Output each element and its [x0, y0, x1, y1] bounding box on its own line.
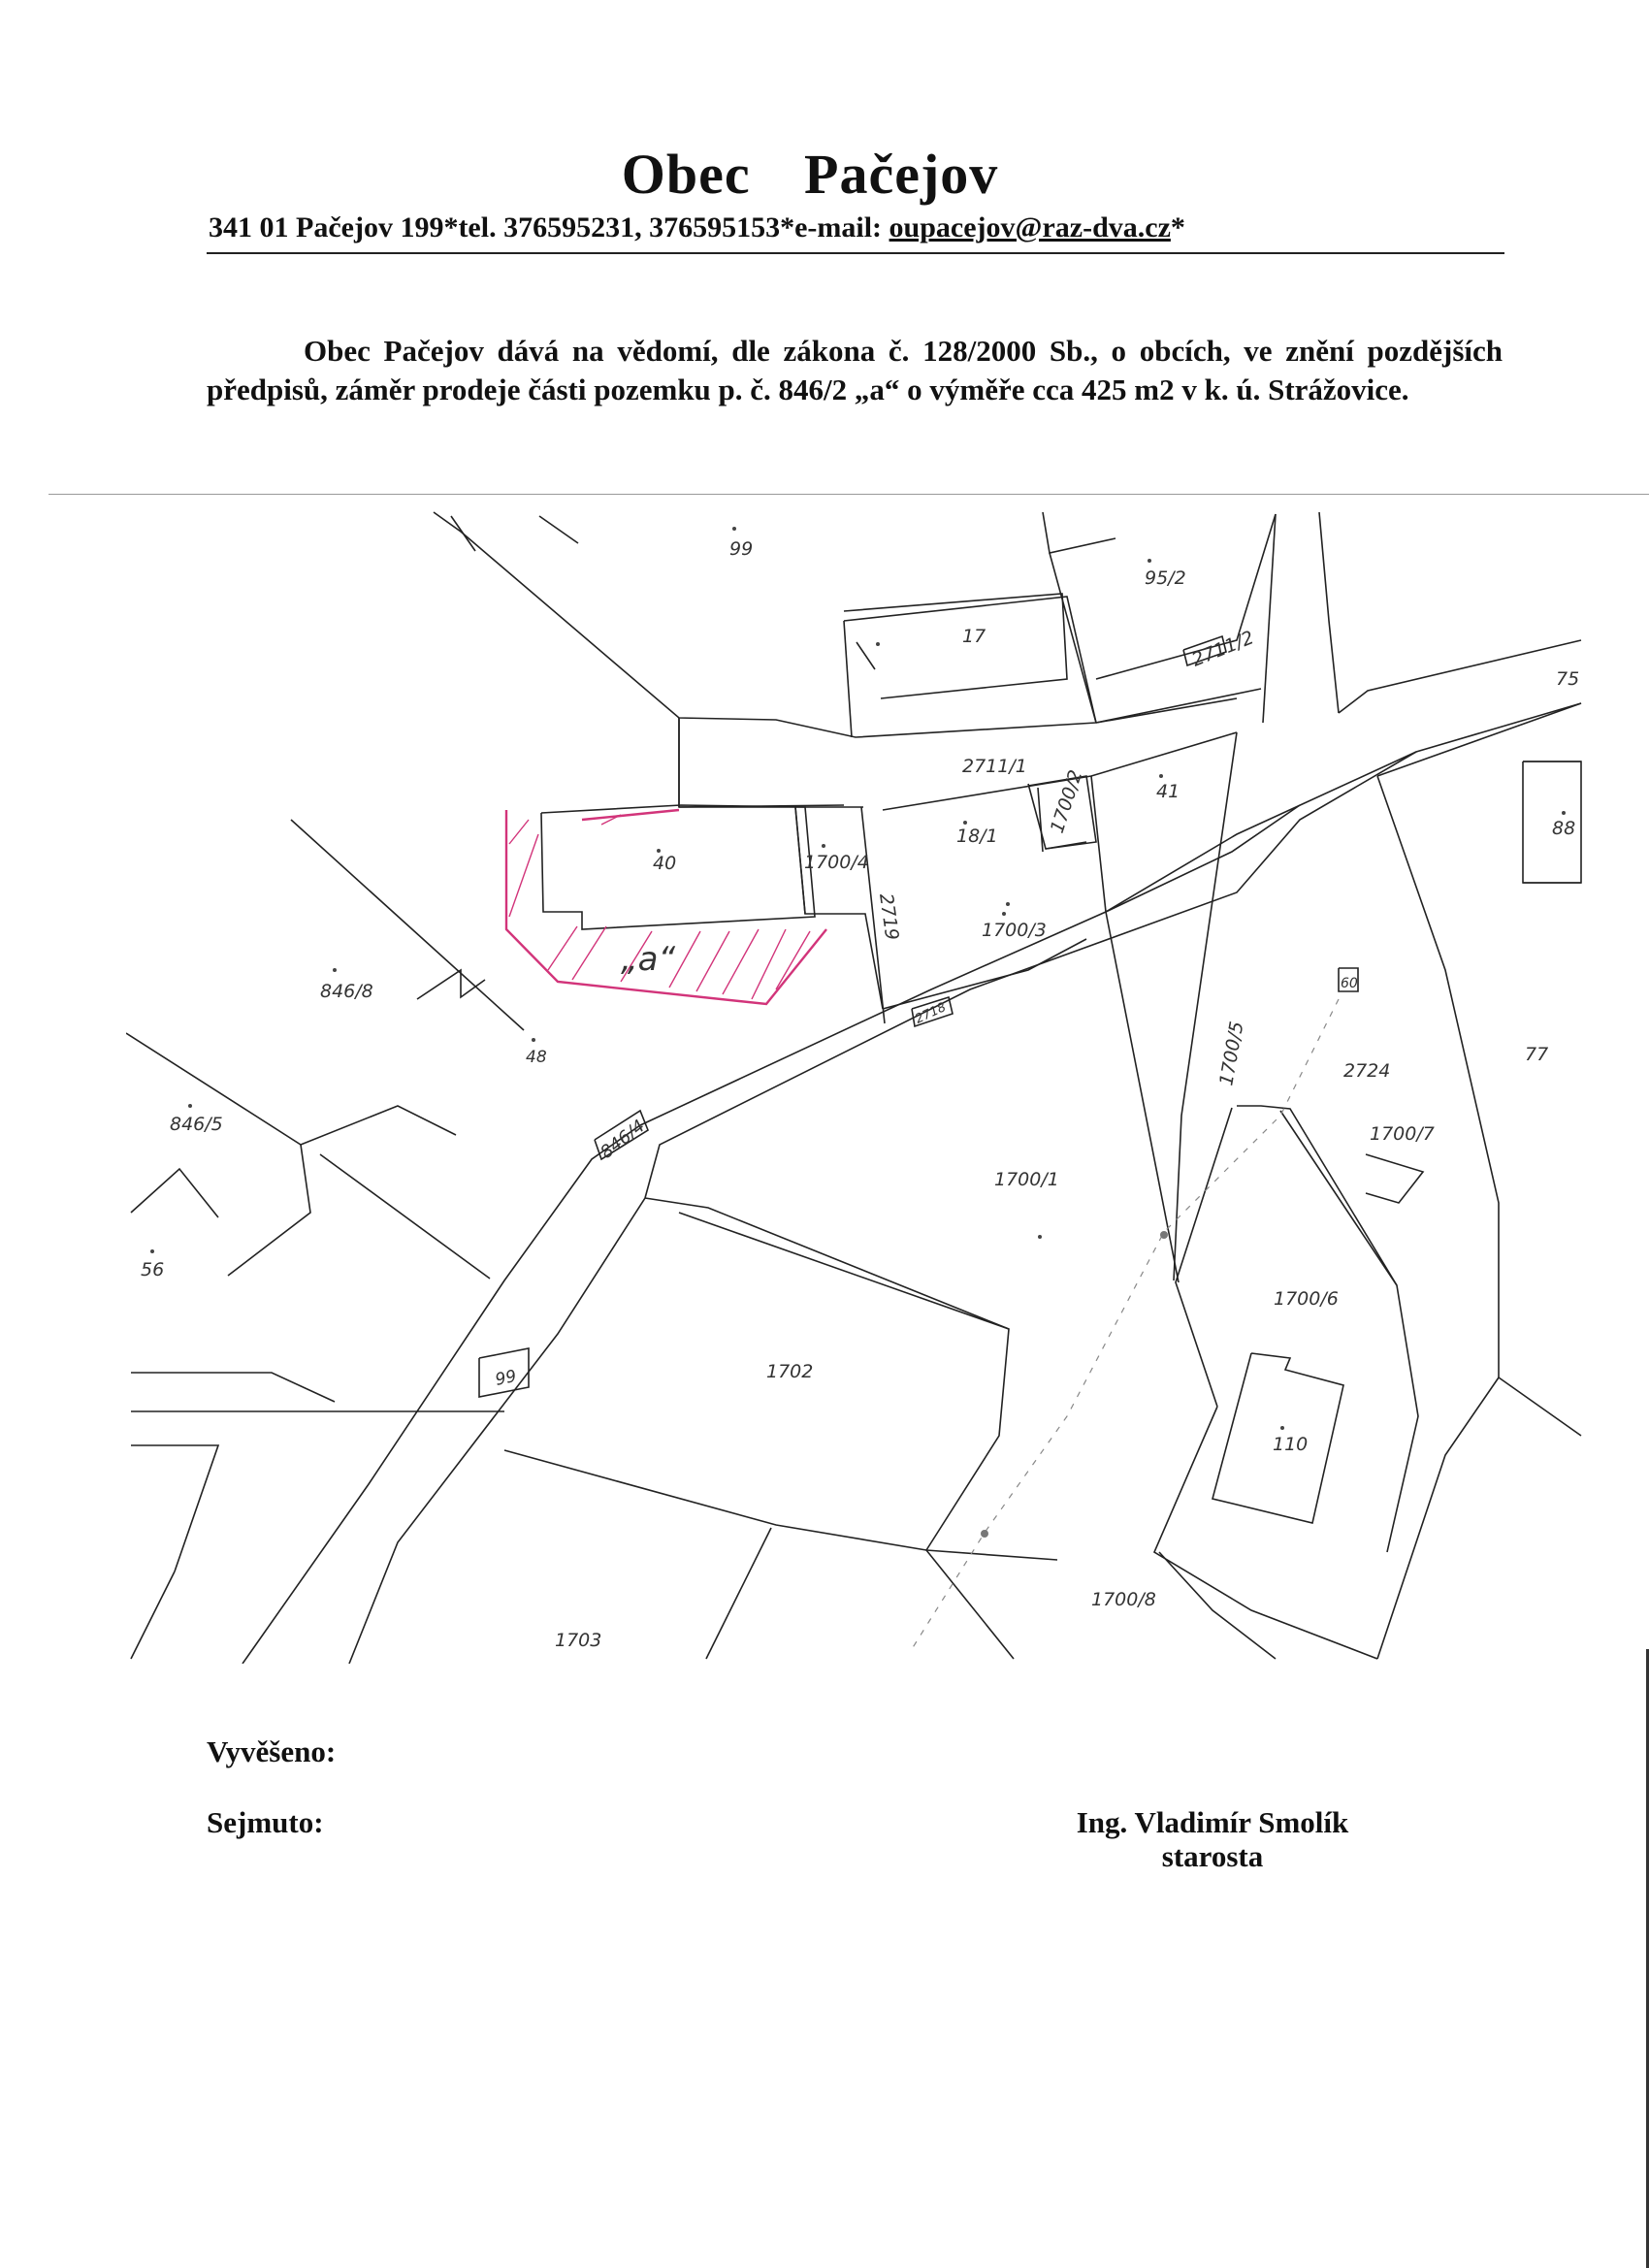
label-1700-6: 1700/6 [1274, 1288, 1339, 1310]
survey-point [981, 1530, 988, 1538]
map-top-divider [48, 494, 1649, 495]
label-2711-2: 2711/2 [1188, 627, 1257, 671]
header-divider [207, 252, 1504, 254]
label-40: 40 [653, 853, 677, 874]
notice-paragraph: Obec Pačejov dává na vědomí, dle zákona č. 128/2000 Sb., o obcích, ve znění pozdějších předpisů, záměr prodeje části pozemku p. č. 846/2 „a“ o výměře cca 425 m2 v k. ú. Strážovice. [207, 334, 1503, 406]
address-line [209, 211, 1508, 244]
label-88: 88 [1552, 818, 1576, 839]
label-110: 110 [1273, 1434, 1309, 1455]
label-75: 75 [1556, 668, 1580, 690]
removed-label: Sejmuto: [207, 1805, 324, 1839]
label-95-2: 95/2 [1145, 567, 1186, 589]
label-1703: 1703 [555, 1630, 602, 1651]
parcel-boundaries [126, 512, 1581, 1659]
label-60: 60 [1341, 976, 1358, 991]
survey-point [1160, 1231, 1168, 1239]
label-1700-4: 1700/4 [804, 852, 869, 873]
road-parcel-846-4 [242, 703, 1581, 1664]
label-846-4: 846/4 [597, 1116, 649, 1163]
address-text: 341 01 Pačejov 199*tel. 376595231, 376595153*e-mail: [209, 211, 889, 243]
label-1700-2: 1700/2 [1046, 767, 1087, 836]
mayor-title: starosta [1161, 1839, 1264, 1873]
label-1700-5: 1700/5 [1215, 1020, 1248, 1087]
page-title: Obec Pačejov [621, 143, 999, 206]
email-link[interactable]: oupacejov@raz-dva.cz [889, 211, 1171, 243]
label-846-5: 846/5 [170, 1114, 223, 1135]
label-846-8: 846/8 [320, 981, 373, 1002]
label-17: 17 [962, 626, 986, 647]
posted-label: Vyvěšeno: [207, 1734, 337, 1768]
cadastral-map [126, 509, 1591, 1664]
buildings [479, 594, 1581, 1523]
label-a: „a“ [621, 940, 676, 979]
label-2724: 2724 [1343, 1060, 1391, 1082]
parcel-labels [141, 538, 1579, 1651]
label-2711-1: 2711/1 [962, 756, 1027, 777]
label-99: 99 [729, 538, 754, 560]
mayor-name: Ing. Vladimír Smolík [1076, 1805, 1349, 1839]
label-1702: 1702 [766, 1361, 814, 1382]
label-41: 41 [1156, 781, 1180, 802]
label-2718: 2718 [913, 1000, 949, 1027]
label-77: 77 [1525, 1044, 1549, 1065]
label-56: 56 [141, 1259, 165, 1280]
label-18-1: 18/1 [956, 826, 998, 847]
label-1700-7: 1700/7 [1370, 1123, 1435, 1145]
address-suffix: * [1170, 211, 1185, 243]
label-2719: 2719 [875, 891, 903, 942]
utility-line [912, 999, 1339, 1649]
label-1700-3: 1700/3 [982, 920, 1047, 941]
label-48: 48 [526, 1048, 547, 1067]
label-99b: 99 [493, 1366, 519, 1390]
label-1700-1: 1700/1 [994, 1169, 1059, 1190]
label-1700-8: 1700/8 [1091, 1589, 1156, 1610]
